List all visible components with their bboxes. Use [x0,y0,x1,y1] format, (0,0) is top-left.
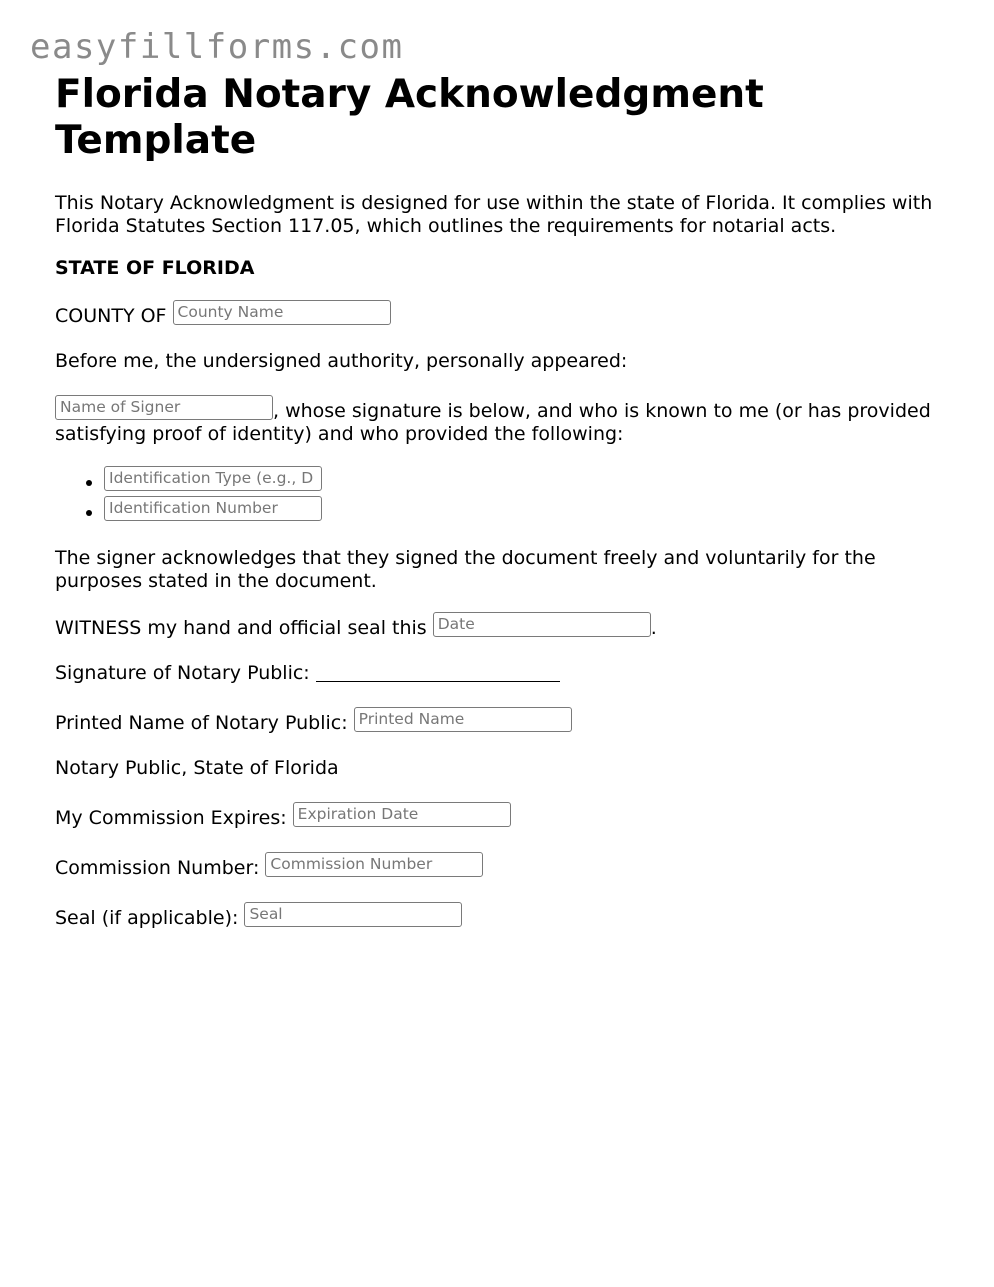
identification-type-field[interactable]: Identification Type (e.g., D [104,466,322,491]
commission-expires-label: My Commission Expires: [55,807,287,829]
identification-number-field[interactable]: Identification Number [104,496,322,521]
county-row [55,300,935,328]
witness-label: WITNESS my hand and official seal this [55,617,427,639]
before-me-text: Before me, the undersigned authority, personally appeared: [55,350,628,372]
signer-paragraph [55,395,935,446]
printed-name-label: Printed Name of Notary Public: [55,712,348,734]
printed-name-row [55,707,935,735]
printed-name-field[interactable]: Printed Name [354,707,572,732]
notary-signature-label: Signature of Notary Public: [55,662,310,684]
identification-list [55,466,935,525]
watermark: easyfillforms.com [30,27,404,67]
county-label: COUNTY OF [55,305,167,327]
list-item [104,496,935,525]
page-title: Florida Notary Acknowledgment Template [55,72,764,163]
list-item [104,466,935,495]
commission-number-field[interactable]: Commission Number [265,852,483,877]
document-body [55,72,935,952]
notary-state-text: Notary Public, State of Florida [55,757,339,779]
seal-field[interactable]: Seal [244,902,462,927]
witness-suffix: . [650,617,657,639]
witness-row [55,612,935,640]
commission-expires-row [55,802,935,830]
state-heading: STATE OF FLORIDA [55,257,255,279]
date-field[interactable]: Date [433,612,651,637]
commission-number-row [55,852,935,880]
commission-number-label: Commission Number: [55,857,260,879]
signer-name-field[interactable]: Name of Signer [55,395,273,420]
seal-row [55,902,935,930]
intro-paragraph: This Notary Acknowledgment is designed for use within the state of Florida. It complies with Florida Statutes Section 117.05, which outlines the requirements for notarial acts. [55,192,933,237]
county-name-field[interactable]: County Name [173,300,391,325]
seal-label: Seal (if applicable): [55,907,239,929]
signer-text: , whose signature is below, and who is known to me (or has provided satisfying proof of identity) and who provided the following: [55,400,931,445]
notary-signature-row [55,662,935,685]
expiration-date-field[interactable]: Expiration Date [293,802,511,827]
signature-line[interactable] [316,665,560,682]
acknowledgment-paragraph: The signer acknowledges that they signed the document freely and voluntarily for the purposes stated in the document. [55,547,876,592]
